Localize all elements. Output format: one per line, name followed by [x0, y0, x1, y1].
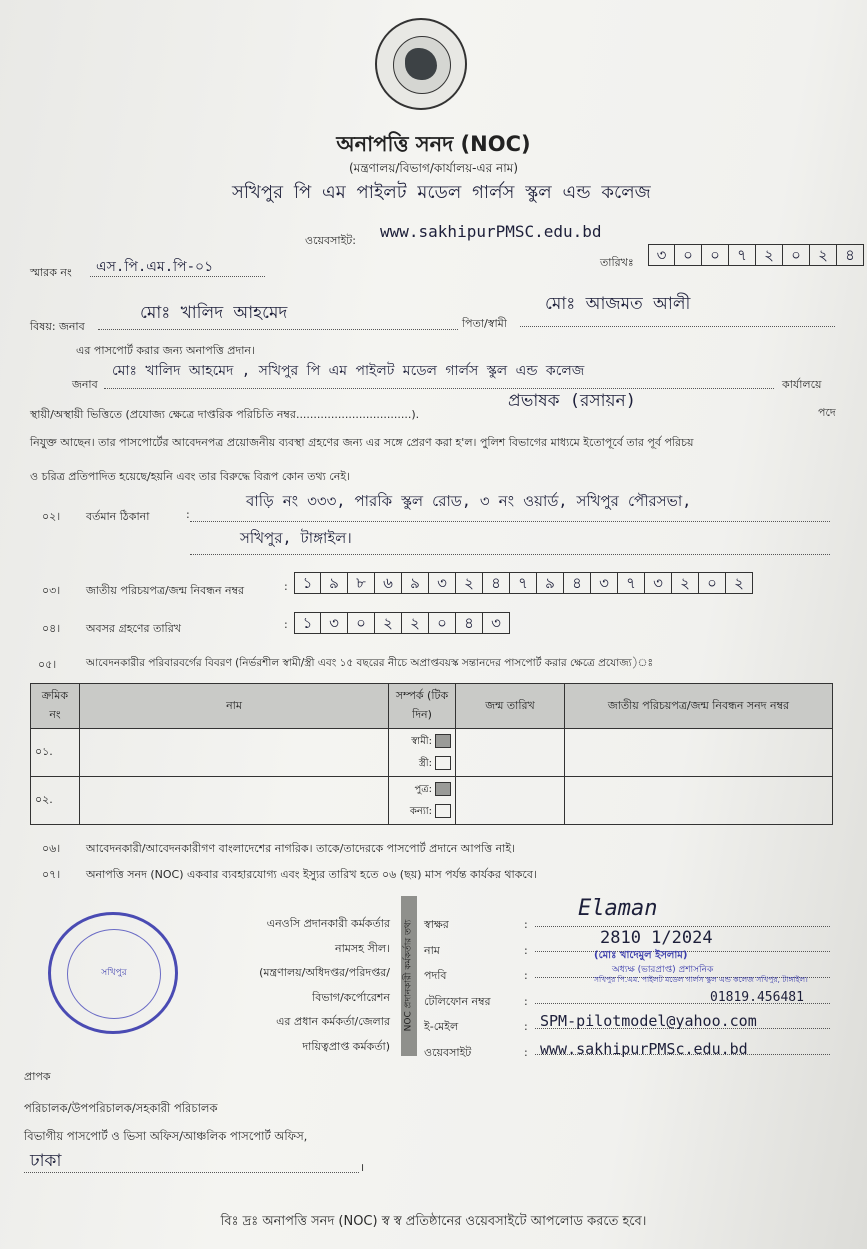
retirement-date-boxes: [294, 612, 510, 634]
item5-no: ০৫।: [38, 658, 57, 671]
rel-wife-label: স্ত্রী:: [418, 757, 432, 769]
footer-note: বিঃ দ্রঃ অনাপত্তি সনদ (NOC) স্ব স্ব প্রতিষ্ঠানের ওয়েবসাইটে আপলোড করতে হবে।: [220, 1214, 647, 1229]
retire-digit-1: ৩: [321, 612, 348, 634]
sign-designation: অধ্যক্ষ (ভারপ্রাপ্ত) প্রশাসনিক: [612, 965, 714, 975]
designation: প্রভাষক (রসায়ন): [508, 391, 636, 411]
item7-no: ০৭।: [42, 868, 61, 881]
rel-husband-label: স্বামী:: [411, 735, 432, 747]
daughter-checkbox[interactable]: [435, 804, 451, 818]
item5-label: আবেদনকারীর পরিবারবর্গের বিবরণ (নির্ভরশীল স্বামী/স্ত্রী এবং ১৫ বছরের নীচে অপ্রাপ্তবয়স্ক সন্তানদের পাসপোর্ট করার ক্ষেত্রে প্রযোজ্য)ঃ: [86, 657, 654, 669]
government-seal-icon: [375, 18, 467, 110]
retire-digit-0: ১: [294, 612, 321, 634]
rel-daughter-label: কন্যা:: [409, 805, 432, 817]
item4-label: অবসর গ্রহণের তারিখ: [86, 622, 181, 635]
nid-digit-9: ৯: [537, 572, 564, 594]
th-serial: ক্রমিক নং: [31, 684, 80, 729]
nid-digit-12: ৭: [618, 572, 645, 594]
date-digit-0: ৩: [648, 244, 675, 266]
para4-text: ও চরিত্র প্রতিপাদিত হয়েছে/হয়নি এবং তার বিরুদ্ধে বিরূপ কোন তথ্য নেই।: [30, 470, 350, 483]
para3-text: নিযুক্ত আছেন। তার পাসপোর্টের আবেদনপত্র প্রয়োজনীয় ব্যবস্থা গ্রহণের জন্য এর সঙ্গে প্রেরণ করা হ'ল। পুলিশ বিভাগের মাধ্যমে ইতোপূর্বে তার পূর্ব পরিচয়: [30, 436, 694, 449]
item2-label: বর্তমান ঠিকানা: [86, 510, 150, 523]
wife-checkbox[interactable]: [435, 756, 451, 770]
post-label: পদে: [818, 406, 836, 419]
nid-digit-15: ০: [699, 572, 726, 594]
nid-digit-3: ৬: [375, 572, 402, 594]
office-stamp-icon: সখিপুর: [48, 912, 178, 1034]
date-boxes: [648, 244, 864, 266]
retire-digit-7: ৩: [483, 612, 510, 634]
nid-digit-10: ৪: [564, 572, 591, 594]
para1-lead: জনাব: [72, 378, 98, 391]
retire-digit-4: ২: [402, 612, 429, 634]
item4-no: ০৪।: [42, 622, 61, 635]
item6-text: আবেদনকারী/আবেদনকারীগণ বাংলাদেশের নাগরিক। তাকে/তাদেরকে পাসপোর্ট প্রদানে আপত্তি নাই।: [86, 842, 516, 855]
sign-office: সখিপুর পি.এম. পাইলট মডেল গার্লস স্কুল এন্ড কলেজ সখিপুর, টাঙ্গাইল।: [594, 975, 808, 984]
document-title: অনাপত্তি সনদ (NOC): [336, 132, 531, 156]
item2-no: ০২।: [42, 510, 61, 523]
father-label: পিতা/স্বামী: [462, 317, 507, 330]
row2-serial: ০২.: [31, 777, 80, 825]
subject-line2: এর পাসপোর্ট করার জন্য অনাপত্তি প্রদান।: [76, 344, 255, 357]
phone-value: 01819.456481: [710, 990, 804, 1005]
th-name: নাম: [80, 684, 389, 729]
nid-digit-11: ৩: [591, 572, 618, 594]
address-line1: বাড়ি নং ৩৩৩, পারকি স্কুল রোড, ৩ নং ওয়ার্ড, সখিপুর পৌরসভা,: [246, 492, 692, 510]
retire-digit-5: ০: [429, 612, 456, 634]
nid-digit-1: ৯: [321, 572, 348, 594]
signature: Elaman: [578, 896, 658, 921]
recipient-line1: পরিচালক/উপপরিচালক/সহকারী পরিচালক: [24, 1101, 218, 1115]
subject-label: বিষয়: জনাব: [30, 320, 85, 333]
item7-text: অনাপত্তি সনদ (NOC) একবার ব্যবহারযোগ্য এবং ইস্যুর তারিখ হতে ০৬ (ছয়) মাস পর্যন্ত কার্যকর থাকবে।: [86, 868, 537, 881]
recipient-line2: বিভাগীয় পাসপোর্ট ও ভিসা অফিস/আঞ্চলিক পাসপোর্ট অফিস,: [24, 1129, 308, 1143]
retire-digit-2: ০: [348, 612, 375, 634]
address-line2: সখিপুর, টাঙ্গাইল।: [240, 529, 352, 547]
date-digit-7: ৪: [837, 244, 864, 266]
para1-fill: মোঃ খালিদ আহমেদ , সখিপুর পি এম পাইলট মডেল গার্লস স্কুল এন্ড কলেজ: [112, 363, 585, 379]
website-value: www.sakhipurPMSC.edu.bd: [380, 222, 602, 241]
nid-digit-5: ৩: [429, 572, 456, 594]
para1-tail: কার্যালয়ে: [782, 378, 822, 391]
recipient-label: প্রাপক: [24, 1070, 51, 1083]
email-value: SPM-pilotmodel@yahoo.com: [540, 1012, 757, 1030]
vertical-note: NOC প্রদানকারী কর্মকর্তার তথ্য: [401, 896, 417, 1056]
nid-digit-8: ৭: [510, 572, 537, 594]
date-digit-1: ০: [675, 244, 702, 266]
retire-digit-6: ৪: [456, 612, 483, 634]
item6-no: ০৬।: [42, 842, 61, 855]
family-table: [30, 683, 833, 825]
date-digit-4: ২: [756, 244, 783, 266]
th-relation: সম্পর্ক (টিক দিন): [389, 684, 456, 729]
item3-no: ০৩।: [42, 584, 61, 597]
row1-serial: ০১.: [31, 729, 80, 777]
date-digit-2: ০: [702, 244, 729, 266]
th-nid: জাতীয় পরিচয়পত্র/জন্ম নিবন্ধন সনদ নম্বর: [565, 684, 833, 729]
date-digit-6: ২: [810, 244, 837, 266]
nid-digit-0: ১: [294, 572, 321, 594]
website-label: ওয়েবসাইট:: [305, 234, 356, 247]
date-label: তারিখঃ: [600, 256, 634, 269]
father-name: মোঃ আজমত আলী: [545, 294, 691, 314]
subject-name: মোঃ খালিদ আহমেদ: [140, 303, 288, 323]
date-digit-3: ৭: [729, 244, 756, 266]
noc-document: অনাপত্তি সনদ (NOC) (মন্ত্রণালয়/বিভাগ/কার্যালয়-এর নাম) সখিপুর পি এম পাইলট মডেল গার্লস স্কুল এন্ড কলেজ ওয়েবসাইট: www.sakhipurPMSC.edu.bd স্মারক নং এস.পি.এম.পি-০১ তারিখঃ ৩ ০ ০ ৭ ২ ০ ২ ৪ বিষয়: জনাব মোঃ খালিদ আহমেদ পিতা/স্বামী মোঃ আজমত আলী এর পাসপোর্ট করার জন্য অনাপত্তি প্রদান। জনাব মোঃ খালিদ আহমেদ , সখিপুর পি এম পাইলট মডেল গার্লস স্কুল এন্ড কলেজ কার্যালয়ে স্থায়ী/অস্থায়ী ভিত্তিতে (প্রযোজ্য ক্ষেত্রে দাপ্তরিক পরিচিতি নম্বর.................................). প্রভাষক (রসায়ন) পদে নিযুক্ত আছেন। তার পাসপোর্টের আবেদনপত্র প্রয়োজনীয় ব্যবস্থা গ্রহণের জন্য এর সঙ্গে প্রেরণ করা হ'ল। পুলিশ বিভাগের মাধ্যমে ইতোপূর্বে তার পূর্ব পরিচয় ও চরিত্র প্রতিপাদিত হয়েছে/হয়নি এবং তার বিরুদ্ধে বিরূপ কোন তথ্য নেই। ০২। বর্তমান ঠিকানা : বাড়ি নং ৩৩৩, পারকি স্কুল রোড, ৩ নং ওয়ার্ড, সখিপুর পৌরসভা, সখিপুর, টাঙ্গাইল। ০৩। জাতীয় পরিচয়পত্র/জন্ম নিবন্ধন নম্বর : ১ ৯ ৮ ৬ ৯ ৩ ২ ৪ ৭ ৯ ৪ ৩ ৭ ৩ ২ ০ ২ ০৪। অবসর গ্রহণের তারিখ : ১ ৩ ০ ২ ২ ০ ৪ ৩ ০৫। আবেদনকারীর পরিবারবর্গের বিবরণ (নির্ভরশীল স্বামী/স্ত্রী এবং ১৫ বছরের নীচে অপ্রাপ্তবয়স্ক সন্তানদের পাসপোর্ট করার ক্ষেত্রে প্রযোজ্য)ঃ ক্রমিক নং নাম সম্পর্ক (টিক দিন) জন্ম তারিখ জাতীয় পরিচয়পত্র/জন্ম নিবন্ধন সনদ নম্বর ০১. স্বামী: স্ত্রী: ০২. পুত্র: কন্যা: ০৬। আবেদনকারী/আবেদনকারীগণ বাংলাদেশের নাগরিক। তাকে/তাদেরকে পাসপোর্ট প্রদানে আপত্তি নাই। ০৭। অনাপত্তি সনদ (NOC) একবার ব্যবহারযোগ্য এবং ইস্যুর তারিখ হতে ০৬ (ছয়) মাস পর্যন্ত কার্যকর থাকবে। সখিপুর এনওসি প্রদানকারী কর্মকর্তার নামসহ সীল। (মন্ত্রণালয়/অধিদপ্তর/পরিদপ্তর/ বিভাগ/কর্পোরেশন এর প্রধান কর্মকর্তা/জেলার দায়িত্বপ্রাপ্ত কর্মকর্তা) NOC প্রদানকারী কর্মকর্তার তথ্য স্বাক্ষর নাম পদবি টেলিফোন নম্বর ই-মেইল ওয়েবসাইট : : : : : : Elaman 2810 1/2024 (মোঃ খাদেমুল ইসলাম) অধ্যক্ষ (ভারপ্রাপ্ত) প্রশাসনিক সখিপুর পি.এম. পাইলট মডেল গার্লস স্কুল এন্ড কলেজ সখিপুর, টাঙ্গাইল। 01819.456481 SPM-pilotmodel@yahoo.com www.sakhipurPMSc.edu.bd প্রাপক পরিচালক/উপপরিচালক/সহকারী পরিচালক বিভাগীয় পাসপোর্ট ও ভিসা অফিস/আঞ্চলিক পাসপোর্ট অফিস, ঢাকা । বিঃ দ্রঃ অনাপত্তি সনদ (NOC) স্ব স্ব প্রতিষ্ঠানের ওয়েবসাইটে আপলোড করতে হবে।: [0, 0, 867, 1249]
memo-value: এস.পি.এম.পি-০১: [96, 259, 214, 275]
nid-boxes: [294, 572, 753, 594]
nid-digit-4: ৯: [402, 572, 429, 594]
sign-name-stamp: (মোঃ খাদেমুল ইসলাম): [594, 950, 688, 961]
nid-digit-6: ২: [456, 572, 483, 594]
document-subtitle: (মন্ত্রণালয়/বিভাগ/কার্যালয়-এর নাম): [348, 161, 519, 175]
sign-website-value: www.sakhipurPMSc.edu.bd: [540, 1040, 748, 1058]
date-digit-5: ০: [783, 244, 810, 266]
sign-left-block: এনওসি প্রদানকারী কর্মকর্তার নামসহ সীল। (মন্ত্রণালয়/অধিদপ্তর/পরিদপ্তর/ বিভাগ/কর্পোরেশন এর প্রধান কর্মকর্তা/জেলার দায়িত্বপ্রাপ্ত কর্মকর্তা): [259, 917, 390, 1053]
office-name: সখিপুর পি এম পাইলট মডেল গার্লস স্কুল এন্ড কলেজ: [232, 182, 651, 203]
item3-label: জাতীয় পরিচয়পত্র/জন্ম নিবন্ধন নম্বর: [86, 584, 245, 597]
th-dob: জন্ম তারিখ: [456, 684, 565, 729]
nid-digit-16: ২: [726, 572, 753, 594]
sign-fields: স্বাক্ষর নাম পদবি টেলিফোন নম্বর ই-মেইল ওয়েবসাইট: [424, 918, 491, 1059]
rel-son-label: পুত্র:: [414, 783, 432, 795]
nid-digit-2: ৮: [348, 572, 375, 594]
son-checkbox[interactable]: [435, 782, 451, 796]
memo-label: স্মারক নং: [30, 266, 72, 279]
para2-text: স্থায়ী/অস্থায়ী ভিত্তিতে (প্রযোজ্য ক্ষেত্রে দাপ্তরিক পরিচিতি নম্বর.................................).: [30, 408, 420, 421]
nid-digit-13: ৩: [645, 572, 672, 594]
recipient-city: ঢাকা: [30, 1151, 62, 1171]
husband-checkbox[interactable]: [435, 734, 451, 748]
nid-digit-7: ৪: [483, 572, 510, 594]
sign-date: 2810 1/2024: [600, 928, 713, 948]
retire-digit-3: ২: [375, 612, 402, 634]
nid-digit-14: ২: [672, 572, 699, 594]
